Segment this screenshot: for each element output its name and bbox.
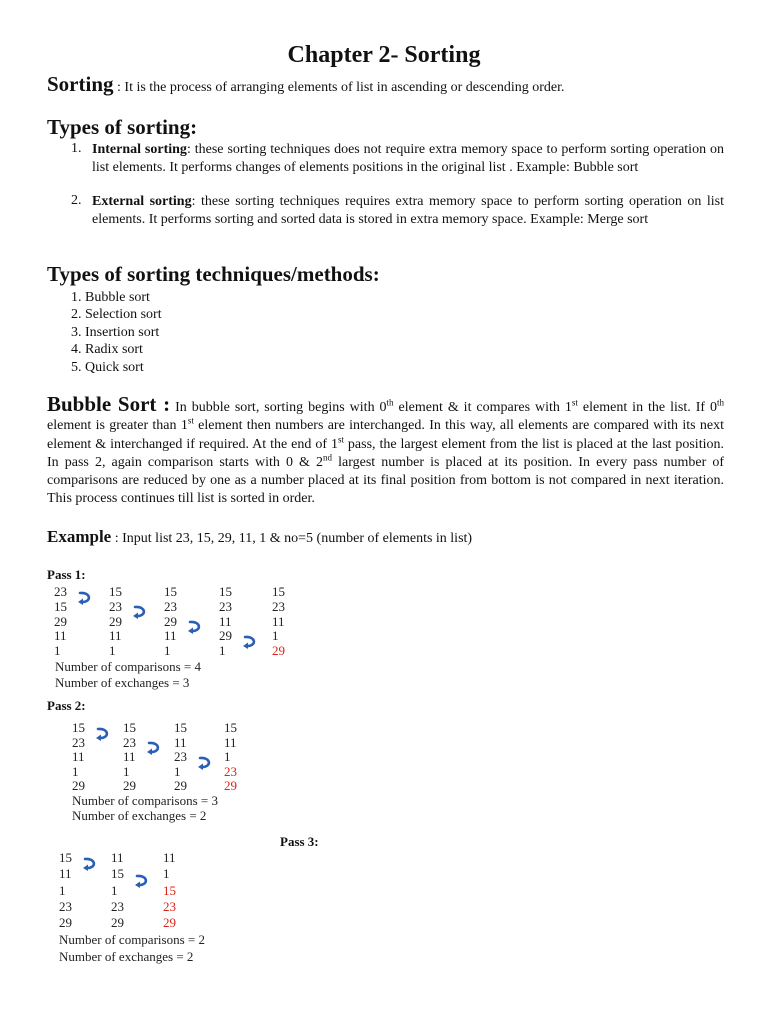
pass-value: 1: [72, 763, 79, 779]
method-item: 3. Insertion sort: [71, 324, 160, 340]
bubble-text: element & it compares with 1: [393, 400, 572, 415]
pass-3-comparisons: Number of comparisons = 2: [59, 932, 205, 947]
pass-value: 23: [54, 584, 67, 599]
superscript: st: [337, 433, 344, 444]
bubble-sort-term: Bubble Sort :: [47, 392, 171, 416]
method-item: 2. Selection sort: [71, 307, 162, 323]
pass-value: 15: [59, 850, 72, 865]
swap-arrow-icon: [134, 874, 152, 888]
pass-value: 1: [109, 643, 116, 659]
pass-value: 29: [54, 613, 67, 629]
superscript: th: [717, 397, 725, 408]
pass-value: 29: [219, 628, 232, 644]
external-sorting-term: External sorting: [92, 194, 192, 209]
internal-sorting-term: Internal sorting: [92, 142, 187, 157]
pass-value: 11: [163, 850, 176, 865]
pass-value: 1: [123, 763, 130, 779]
internal-sorting-text: : these sorting techniques does not require extra memory space to perform sorting operation on list elements. It performs changes of elements positions in the original list . Example: Bubble sort: [92, 142, 725, 175]
pass-value: 1: [174, 763, 181, 779]
bubble-text: element is greater than 1: [47, 418, 188, 434]
sorting-term: Sorting: [47, 72, 114, 96]
pass-value: 15: [164, 584, 177, 599]
methods-list: [71, 289, 162, 376]
pass-value: 15: [109, 584, 122, 599]
pass-value: 1: [224, 749, 231, 764]
types-item-2: [92, 193, 724, 229]
pass-value: 11: [59, 866, 72, 882]
pass-value: 11: [164, 628, 177, 644]
pass-value: 23: [72, 734, 85, 750]
pass-value: 29: [224, 778, 237, 793]
superscript: st: [187, 415, 194, 426]
pass-value: 1: [272, 628, 279, 644]
pass-value: 29: [123, 778, 136, 793]
swap-arrow-icon: [95, 727, 113, 741]
swap-arrow-icon: [82, 857, 100, 871]
pass-value: 1: [163, 866, 170, 882]
example-text: : Input list 23, 15, 29, 11, 1 & no=5 (number of elements in list): [111, 531, 473, 546]
pass-value: 11: [111, 850, 124, 865]
bubble-text: element then numbers are interchanged. In this way, all elements are compared with its next element & interchanged if required. At the end of 1: [47, 418, 724, 452]
types-item-1-num: 1.: [71, 141, 82, 156]
swap-arrow-icon: [132, 605, 150, 619]
superscript: nd: [323, 452, 333, 463]
types-item-2-num: 2.: [71, 193, 82, 208]
swap-arrow-icon: [77, 591, 95, 605]
superscript: th: [386, 397, 394, 408]
pass-1-label: Pass 1:: [47, 567, 86, 582]
bubble-text: element in the list. If 0: [577, 400, 717, 415]
swap-arrow-icon: [146, 741, 164, 755]
pass-value: 23: [123, 734, 136, 750]
pass-value: 11: [272, 613, 285, 629]
pass-value: 15: [219, 584, 232, 599]
pass-value: 23: [59, 898, 72, 914]
swap-arrow-icon: [187, 620, 205, 634]
pass-1-exchanges: Number of exchanges = 3: [55, 675, 190, 690]
types-heading: Types of sorting:: [47, 115, 198, 139]
pass-value: 23: [163, 898, 176, 914]
pass-value: 23: [109, 598, 122, 614]
method-item: 1. Bubble sort: [71, 290, 150, 305]
swap-arrow-icon: [242, 635, 260, 649]
pass-value: 23: [111, 898, 124, 914]
pass-value: 29: [59, 915, 72, 931]
pass-value: 15: [272, 584, 285, 599]
bubble-text: largest number is placed at its position. In every pass number of comparisons are reduced by one as a number placed at its final position from bottom is not compared in next iteration. This process continues till list is sorted in order.: [47, 454, 724, 507]
pass-value: 23: [219, 598, 232, 614]
pass-value: 11: [123, 749, 136, 764]
pass-value: 1: [59, 882, 66, 898]
page-title: Chapter 2- Sorting: [287, 42, 481, 68]
pass-value: 29: [272, 643, 285, 659]
pass-value: 1: [219, 643, 226, 659]
pass-value: 11: [224, 734, 237, 750]
pass-value: 15: [54, 598, 67, 614]
method-item: 4. Radix sort: [71, 342, 143, 358]
bubble-text: In bubble sort, sorting begins with 0: [170, 400, 387, 415]
pass-value: 29: [164, 613, 177, 629]
bubble-sort-paragraph: [47, 392, 725, 509]
superscript: st: [571, 397, 578, 408]
pass-value: 11: [174, 734, 187, 750]
pass-value: 1: [111, 882, 118, 898]
pass-value: 15: [224, 720, 237, 735]
pass-2-comparisons: Number of comparisons = 3: [72, 793, 218, 808]
pass-value: 15: [174, 720, 187, 735]
methods-heading: Types of sorting techniques/methods:: [47, 262, 380, 286]
swap-arrow-icon: [197, 756, 215, 770]
pass-2-label: Pass 2:: [47, 698, 86, 713]
sorting-def-text: : It is the process of arranging elements of list in ascending or descending order.: [113, 80, 565, 95]
pass-value: 1: [164, 643, 171, 659]
pass-value: 11: [109, 628, 122, 644]
pass-value: 29: [174, 778, 187, 793]
pass-value: 15: [163, 882, 176, 898]
pass-value: 11: [72, 749, 85, 764]
pass-value: 23: [272, 598, 285, 614]
pass-3-exchanges: Number of exchanges = 2: [59, 949, 194, 964]
pass-value: 23: [174, 749, 187, 764]
pass-1-comparisons: Number of comparisons = 4: [55, 659, 201, 674]
pass-3-label: Pass 3:: [280, 834, 319, 849]
pass-2-exchanges: Number of exchanges = 2: [72, 808, 207, 823]
pass-value: 23: [164, 598, 177, 614]
pass-value: 29: [109, 613, 122, 629]
sorting-definition: [47, 72, 565, 97]
pass-value: 15: [123, 720, 136, 735]
pass-value: 29: [111, 915, 124, 931]
pass-value: 1: [54, 643, 61, 659]
types-item-1: [92, 141, 724, 177]
pass-value: 15: [111, 866, 124, 882]
bubble-text: pass, the largest element from the list is placed at the last position. In pass 2, again comparison starts with 0 & 2: [47, 436, 724, 470]
pass-value: 23: [224, 763, 237, 779]
pass-value: 11: [54, 628, 67, 644]
pass-value: 11: [219, 613, 232, 629]
pass-value: 29: [163, 915, 176, 931]
example-line: [47, 527, 472, 547]
example-term: Example: [47, 527, 112, 546]
pass-value: 29: [72, 778, 85, 793]
external-sorting-text: : these sorting techniques requires extra memory space to perform sorting operation on list elements. It performs sorting and sorted data is stored in extra memory space. Example: Merge sort: [92, 194, 724, 227]
method-item: 5. Quick sort: [71, 359, 144, 375]
pass-value: 15: [72, 720, 85, 735]
